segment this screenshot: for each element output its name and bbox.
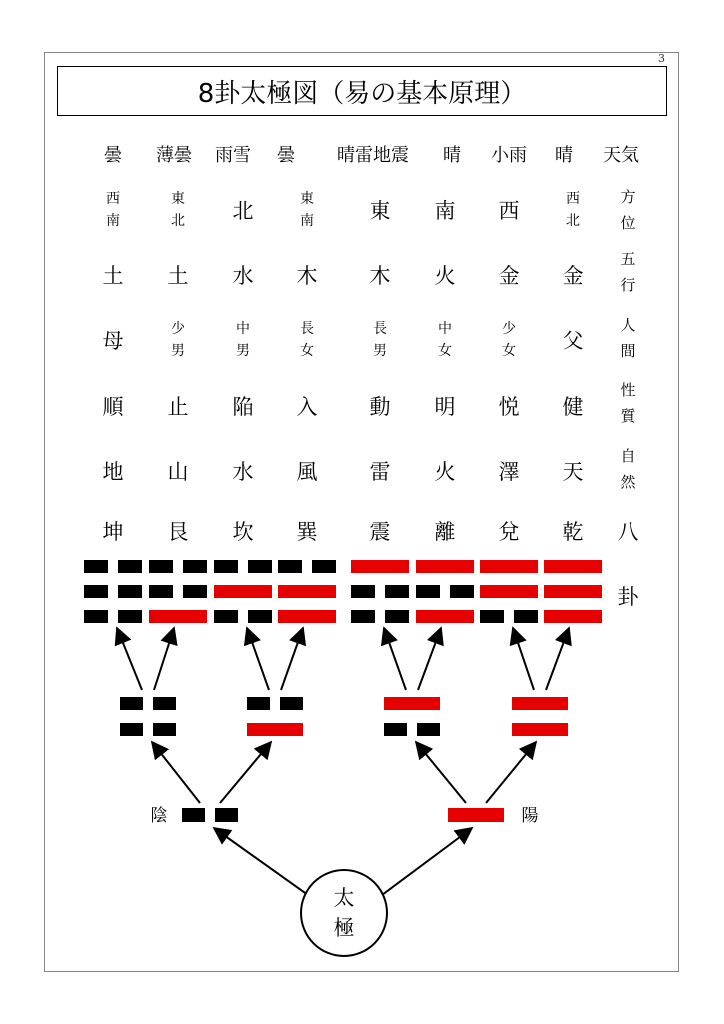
family-cell: 母	[102, 329, 124, 353]
direction-cell: 南	[434, 199, 456, 223]
nature-cell: 明	[434, 395, 456, 419]
trigram-4-yin-line	[351, 610, 375, 623]
trigram-0-yin-line	[118, 560, 142, 573]
weather-cell: 薄曇	[156, 145, 192, 166]
family-cell-char: 女	[438, 343, 452, 359]
element-cell: 木	[369, 264, 391, 288]
image-cell: 地	[102, 460, 124, 484]
taiji-char-2: 極	[333, 916, 355, 940]
arrow-bigram-to-trigram	[154, 628, 174, 690]
weather-cell: 雨雪	[215, 145, 251, 166]
element-cell: 土	[167, 264, 189, 288]
direction-label-char: 方	[620, 188, 636, 206]
nature-cell: 止	[167, 395, 189, 419]
arrow-bigram-to-trigram	[513, 628, 534, 690]
element-cell: 火	[434, 264, 456, 288]
nature-cell: 悦	[498, 395, 520, 419]
nature-cell: 陥	[232, 395, 254, 419]
trigram-7-yang-line	[544, 585, 602, 598]
trigram-5-yin-line	[450, 585, 474, 598]
family-cell-char: 中	[438, 321, 452, 337]
yang-label: 陽	[521, 806, 539, 826]
bigram-0-yin-line	[120, 723, 143, 736]
bigram-2-yin-line	[417, 723, 440, 736]
bigram-3-yang-line	[512, 723, 568, 736]
direction-cell-char: 南	[106, 213, 120, 229]
nature-label-char: 質	[620, 407, 636, 425]
element-cell: 水	[232, 264, 254, 288]
family-cell-char: 女	[502, 343, 516, 359]
trigram-7-yang-line	[544, 610, 602, 623]
bigram-0-yin-line	[153, 723, 176, 736]
trigram-6-yang-line	[480, 560, 538, 573]
arrow-bigram-to-trigram	[384, 628, 406, 690]
image-cell: 澤	[498, 460, 520, 484]
trigram-4-yin-line	[351, 585, 375, 598]
trigram-5-yang-line	[416, 560, 474, 573]
arrow-monogram-to-bigram	[486, 742, 536, 803]
family-label-char: 間	[620, 342, 636, 360]
bigram-1-yang-line	[247, 723, 303, 736]
direction-cell-char: 北	[566, 213, 580, 229]
arrow-bigram-to-trigram	[117, 628, 142, 690]
family-cell-char: 男	[236, 343, 250, 359]
family-cell-char: 長	[373, 321, 387, 337]
weather-cell: 小雨	[491, 145, 527, 166]
family-cell-char: 女	[300, 343, 314, 359]
family-cell: 父	[562, 329, 584, 353]
arrow-monogram-to-bigram	[220, 742, 271, 803]
bigram-1-yin-line	[280, 697, 303, 710]
element-cell: 金	[498, 264, 520, 288]
trigram-4-yin-line	[385, 610, 409, 623]
trigram-5-yin-line	[416, 585, 440, 598]
yin-label: 陰	[150, 806, 168, 826]
arrow-taiji-to-monogram	[382, 828, 472, 895]
trigram-2-yin-line	[214, 610, 238, 623]
trigram-5-yang-line	[416, 610, 474, 623]
trigram-0-yin-line	[84, 585, 108, 598]
trigram-name-cell: 巽	[296, 520, 318, 544]
trigram-0-yin-line	[118, 585, 142, 598]
direction-cell-char: 北	[171, 213, 185, 229]
trigram-name-cell: 離	[434, 520, 456, 544]
direction-cell-char: 東	[171, 191, 185, 207]
trigram-name-cell: 乾	[562, 520, 584, 544]
trigram-0-yin-line	[84, 610, 108, 623]
arrow-bigram-to-trigram	[546, 628, 569, 690]
image-label-char: 然	[620, 473, 636, 491]
trigram-4-yin-line	[385, 585, 409, 598]
bigram-1-yin-line	[247, 697, 270, 710]
bigram-2-yang-line	[384, 697, 440, 710]
direction-cell: 東	[369, 199, 391, 223]
direction-cell-char: 南	[300, 213, 314, 229]
direction-cell-char: 西	[106, 191, 120, 207]
trigram-names-label: 八	[617, 520, 639, 544]
nature-label-char: 性	[620, 381, 636, 399]
weather-cell: 晴	[555, 145, 573, 166]
weather-label: 天気	[603, 145, 639, 166]
trigram-0-yin-line	[118, 610, 142, 623]
direction-label-char: 位	[620, 214, 636, 232]
trigram-7-yang-line	[544, 560, 602, 573]
trigram-name-cell: 兌	[498, 520, 520, 544]
page-number: 3	[658, 52, 665, 65]
image-cell: 雷	[369, 460, 391, 484]
nature-cell: 入	[296, 395, 318, 419]
nature-cell: 健	[562, 395, 584, 419]
trigram-2-yang-line	[214, 585, 272, 598]
family-cell-char: 長	[300, 321, 314, 337]
trigram-2-yin-line	[248, 610, 272, 623]
direction-cell-char: 東	[300, 191, 314, 207]
monogram-yin-yin-line	[215, 808, 238, 822]
bigram-2-yin-line	[384, 723, 407, 736]
weather-cell: 曇	[277, 145, 295, 166]
trigram-name-cell: 坤	[102, 520, 124, 544]
bigram-3-yang-line	[512, 697, 568, 710]
taiji-char-1: 太	[333, 886, 355, 910]
arrow-monogram-to-bigram	[416, 742, 466, 803]
trigram-2-yin-line	[248, 560, 272, 573]
monogram-yang-yang-line	[448, 808, 504, 822]
trigram-3-yang-line	[278, 610, 336, 623]
element-label-char: 行	[620, 276, 636, 294]
weather-cell: 曇	[104, 145, 122, 166]
family-cell-char: 少	[502, 321, 516, 337]
element-cell: 土	[102, 264, 124, 288]
taiji-circle	[300, 869, 388, 957]
trigram-label: 卦	[617, 585, 639, 609]
trigram-1-yang-line	[149, 610, 207, 623]
page-title: 8卦太極図（易の基本原理）	[197, 78, 527, 109]
direction-cell-char: 西	[566, 191, 580, 207]
arrow-bigram-to-trigram	[281, 628, 303, 690]
nature-cell: 順	[102, 395, 124, 419]
arrow-bigram-to-trigram	[247, 628, 269, 690]
nature-cell: 動	[369, 395, 391, 419]
arrow-monogram-to-bigram	[152, 742, 200, 803]
image-cell: 風	[296, 460, 318, 484]
trigram-6-yin-line	[514, 610, 538, 623]
image-cell: 水	[232, 460, 254, 484]
monogram-yin-yin-line	[182, 808, 205, 822]
trigram-3-yin-line	[278, 560, 302, 573]
bigram-0-yin-line	[120, 697, 143, 710]
weather-cell: 晴雷地震	[337, 145, 409, 166]
arrow-taiji-to-monogram	[214, 828, 308, 895]
trigram-3-yang-line	[278, 585, 336, 598]
trigram-3-yin-line	[312, 560, 336, 573]
arrow-bigram-to-trigram	[418, 628, 441, 690]
trigram-2-yin-line	[214, 560, 238, 573]
bigram-0-yin-line	[153, 697, 176, 710]
weather-cell: 晴	[443, 145, 461, 166]
family-cell-char: 男	[171, 343, 185, 359]
image-cell: 山	[167, 460, 189, 484]
element-cell: 金	[562, 264, 584, 288]
direction-cell: 北	[232, 199, 254, 223]
family-label-char: 人	[620, 316, 636, 334]
element-label-char: 五	[620, 250, 636, 268]
trigram-0-yin-line	[84, 560, 108, 573]
direction-cell: 西	[498, 199, 520, 223]
family-cell-char: 少	[171, 321, 185, 337]
trigram-name-cell: 坎	[232, 520, 254, 544]
image-cell: 天	[562, 460, 584, 484]
family-cell-char: 男	[373, 343, 387, 359]
image-cell: 火	[434, 460, 456, 484]
trigram-6-yang-line	[480, 585, 538, 598]
trigram-1-yin-line	[183, 585, 207, 598]
trigram-name-cell: 艮	[167, 520, 189, 544]
trigram-1-yin-line	[183, 560, 207, 573]
family-cell-char: 中	[236, 321, 250, 337]
trigram-1-yin-line	[149, 585, 173, 598]
trigram-1-yin-line	[149, 560, 173, 573]
trigram-6-yin-line	[480, 610, 504, 623]
trigram-4-yang-line	[351, 560, 409, 573]
image-label-char: 自	[620, 447, 636, 465]
trigram-name-cell: 震	[369, 520, 391, 544]
element-cell: 木	[296, 264, 318, 288]
